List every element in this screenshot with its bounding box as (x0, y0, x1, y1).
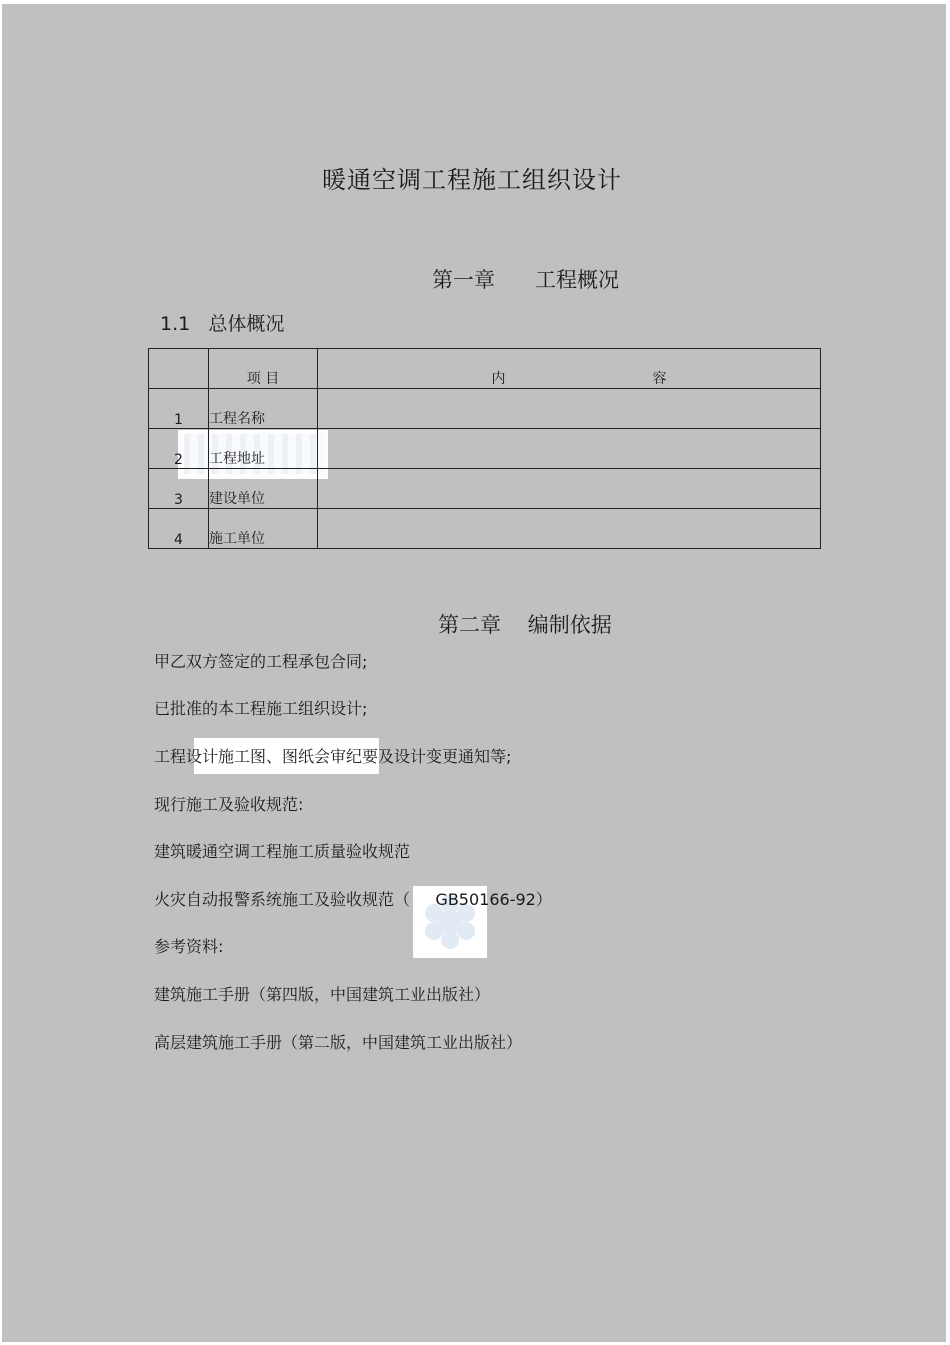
basis-line: 建筑施工手册（第四版，中国建筑工业出版社） (154, 985, 491, 1004)
table-row (149, 469, 821, 509)
row-no: 2 (149, 429, 209, 469)
row-content (318, 389, 821, 429)
document-title: 暖通空调工程施工组织设计 (322, 166, 622, 194)
table-row (149, 509, 821, 549)
row-item: 施工单位 (209, 509, 318, 549)
chapter-1-heading: 第一章 工程概况 (432, 268, 620, 292)
header-no-cell (149, 349, 209, 389)
overview-table (148, 348, 821, 549)
document-page (2, 4, 946, 1342)
table-row (149, 389, 821, 429)
table-header-row (149, 349, 821, 389)
row-content (318, 469, 821, 509)
basis-line: 高层建筑施工手册（第二版，中国建筑工业出版社） (154, 1033, 523, 1052)
header-content-label-a: 内 (491, 371, 506, 387)
row-content (318, 509, 821, 549)
header-item-cell: 项 目 (209, 349, 318, 389)
basis-line: 火灾自动报警系统施工及验收规范（ GB50166-92） (154, 890, 552, 909)
row-item: 工程名称 (209, 389, 318, 429)
section-1-1-heading: 1.1 总体概况 (160, 313, 285, 335)
row-content (318, 429, 821, 469)
table-row (149, 429, 821, 469)
basis-line: 工程设计施工图、图纸会审纪要及设计变更通知等; (154, 747, 512, 766)
chapter-2-heading: 第二章 编制依据 (438, 613, 612, 637)
basis-line: 已批准的本工程施工组织设计; (154, 699, 368, 718)
header-content-cell (318, 349, 821, 389)
basis-line: 甲乙双方签定的工程承包合同; (154, 652, 368, 671)
basis-line: 建筑暖通空调工程施工质量验收规范 (154, 842, 411, 861)
basis-line: 现行施工及验收规范: (154, 795, 304, 814)
row-no: 1 (149, 389, 209, 429)
row-no: 3 (149, 469, 209, 509)
row-no: 4 (149, 509, 209, 549)
row-item: 建设单位 (209, 469, 318, 509)
row-item: 工程地址 (209, 429, 318, 469)
header-content-label-b: 容 (652, 371, 667, 387)
basis-line: 参考资料: (154, 937, 224, 956)
